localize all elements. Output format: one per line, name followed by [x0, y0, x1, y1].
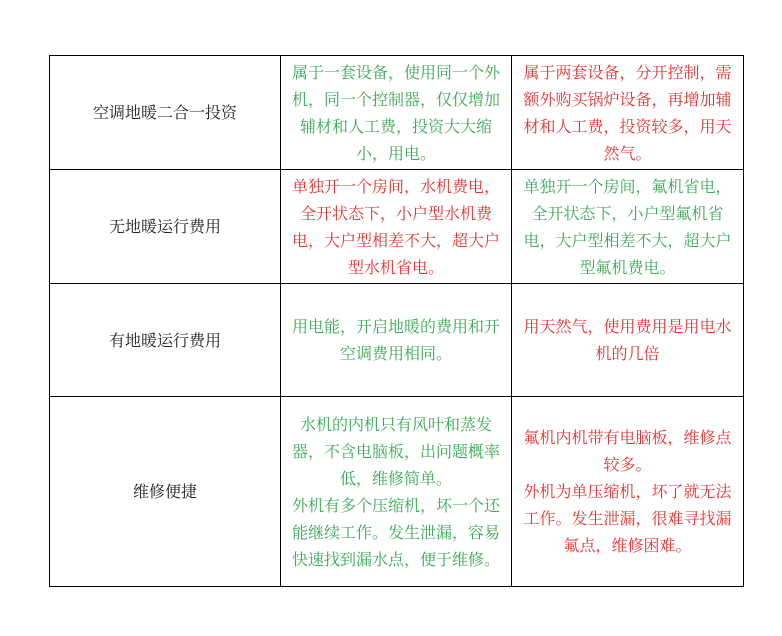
cell-text: 属于两套设备，分开控制，需额外购买锅炉设备，再增加辅材和人工费，投资较多，用天然气。 [523, 62, 732, 163]
cell-text: 属于一套设备，使用同一个外机，同一个控制器，仅仅增加辅材和人工费，投资大大缩小，用电。 [291, 62, 500, 163]
water-unit-cell [281, 56, 512, 170]
cell-text: 用电能，开启地暖的费用和开空调费用相同。 [291, 317, 500, 363]
water-unit-cell [281, 284, 512, 397]
row-label: 无地暖运行费用 [50, 170, 281, 284]
fluorine-unit-cell [512, 397, 744, 587]
cell-text: 外机有多个压缩机，坏一个还能继续工作。发生泄漏，容易快速找到漏水点，便于维修。 [291, 495, 500, 569]
cell-text: 外机为单压缩机，坏了就无法工作。发生泄漏，很难寻找漏氟点，维修困难。 [523, 482, 732, 555]
row-label: 有地暖运行费用 [50, 284, 281, 397]
cell-text: 用天然气，使用费用是用电水机的几倍 [523, 317, 732, 363]
water-unit-cell [281, 170, 512, 284]
fluorine-unit-cell [512, 56, 744, 170]
cell-text: 单独开一个房间，氟机省电，全开状态下，小户型氟机省电，大户型相差不大，超大户型氟机费电。 [523, 176, 732, 277]
table-row-maintenance [50, 397, 744, 587]
fluorine-unit-cell [512, 170, 744, 284]
table-row-investment [50, 56, 744, 170]
cell-text: 氟机内机带有电脑板，维修点较多。 [523, 428, 732, 474]
cell-text: 单独开一个房间，水机费电，全开状态下，小户型水机费电，大户型相差不大，超大户型水机省电。 [291, 176, 500, 277]
row-label: 空调地暖二合一投资 [50, 56, 281, 170]
fluorine-unit-cell [512, 284, 744, 397]
comparison-table [49, 55, 744, 587]
water-unit-cell [281, 397, 512, 587]
table-row-floor-heating-cost [50, 284, 744, 397]
row-label: 维修便捷 [50, 397, 281, 587]
table-row-no-floor-heating-cost [50, 170, 744, 284]
cell-text: 水机的内机只有风叶和蒸发器，不含电脑板，出问题概率低，维修简单。 [291, 414, 500, 488]
